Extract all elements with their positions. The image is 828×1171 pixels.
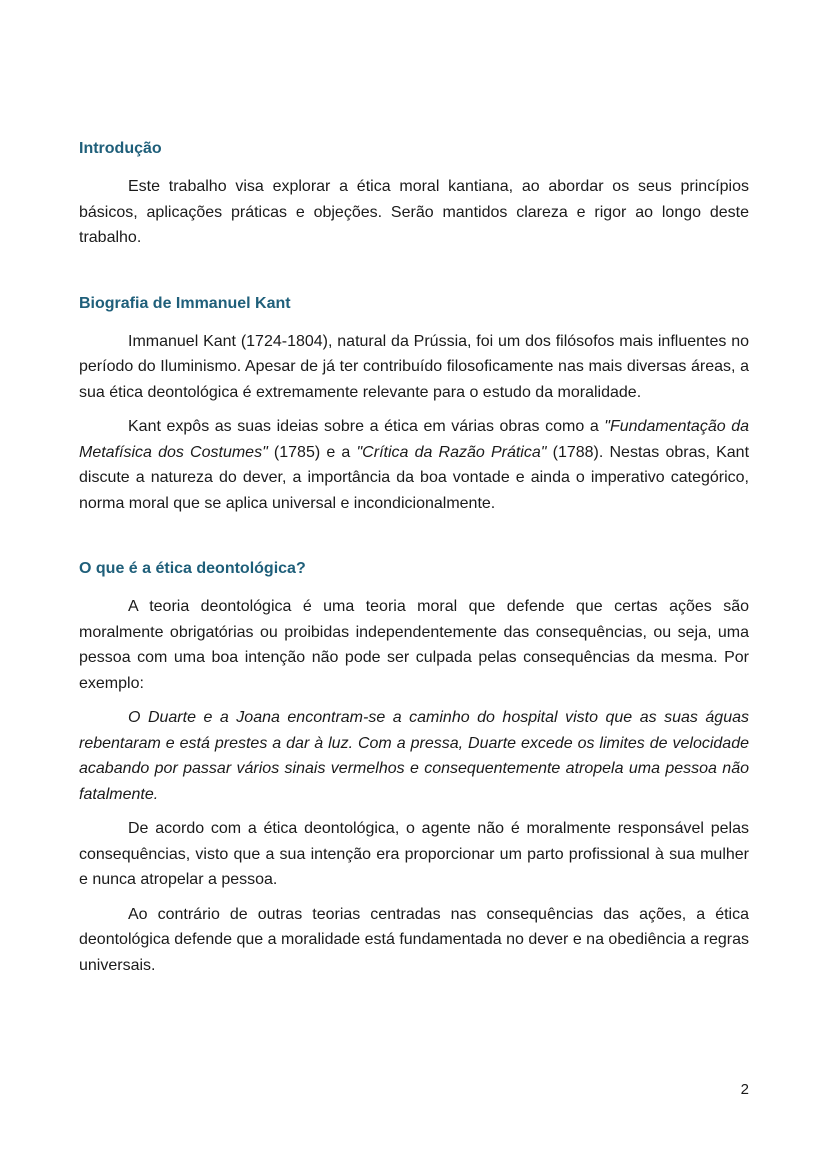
- example-paragraph: O Duarte e a Joana encontram-se a caminho do hospital visto que as suas águas rebentaram e está prestes a dar à luz. Com a pressa, Duarte excede os limites de velocidade acabando por passar vários sinais vermelhos e consequentemente atropela uma pessoa não fatalmente.: [79, 709, 749, 803]
- work-title: "Crítica da Razão Prática": [356, 443, 547, 461]
- section-biografia: [79, 293, 749, 517]
- section-heading: Biografia de Immanuel Kant: [79, 294, 291, 312]
- section-etica-deontologica: [79, 558, 749, 978]
- section-heading: O que é a ética deontológica?: [79, 560, 306, 577]
- paragraph-works: [79, 414, 749, 516]
- text-run: (1788). Nestas obras, Kant discute a natureza do dever, a importância da boa vontade e ainda o imperativo categórico, norma moral que se aplica universal e incondicionalmente.: [79, 443, 750, 512]
- section-heading: Introdução: [79, 140, 162, 157]
- paragraph: De acordo com a ética deontológica, o agente não é moralmente responsável pelas consequências, visto que a sua intenção era proporcionar um parto profissional à sua mulher e nunca atropelar a pessoa.: [79, 820, 749, 888]
- text-run: (1785) e a: [267, 443, 357, 461]
- text-run: Kant expôs as suas ideias sobre a ética em várias obras como a: [128, 418, 605, 435]
- section-introducao: [79, 138, 749, 251]
- paragraph: Este trabalho visa explorar a ética moral kantiana, ao abordar os seus princípios básicos, aplicações práticas e objeções. Serão mantidos clareza e rigor ao longo deste trabalho.: [79, 178, 749, 246]
- paragraph: Ao contrário de outras teorias centradas nas consequências das ações, a ética deontológica defende que a moralidade está fundamentada no dever e na obediência a regras universais.: [79, 905, 749, 974]
- page-number: 2: [740, 1081, 749, 1098]
- work-title: "Fundamentação da Metafísica dos Costumes": [79, 418, 749, 461]
- paragraph: Immanuel Kant (1724-1804), natural da Prússia, foi um dos filósofos mais influentes no período do Iluminismo. Apesar de já ter contribuído filosoficamente nas mais diversas áreas, a sua ética deontológica é extremamente relevante para o estudo da moralidade.: [79, 332, 749, 401]
- paragraph: A teoria deontológica é uma teoria moral que defende que certas ações são moralmente obrigatórias ou proibidas independentemente das consequências, ou seja, uma pessoa com uma boa intenção não pode ser culpada pelas consequências da mesma. Por exemplo:: [79, 598, 749, 692]
